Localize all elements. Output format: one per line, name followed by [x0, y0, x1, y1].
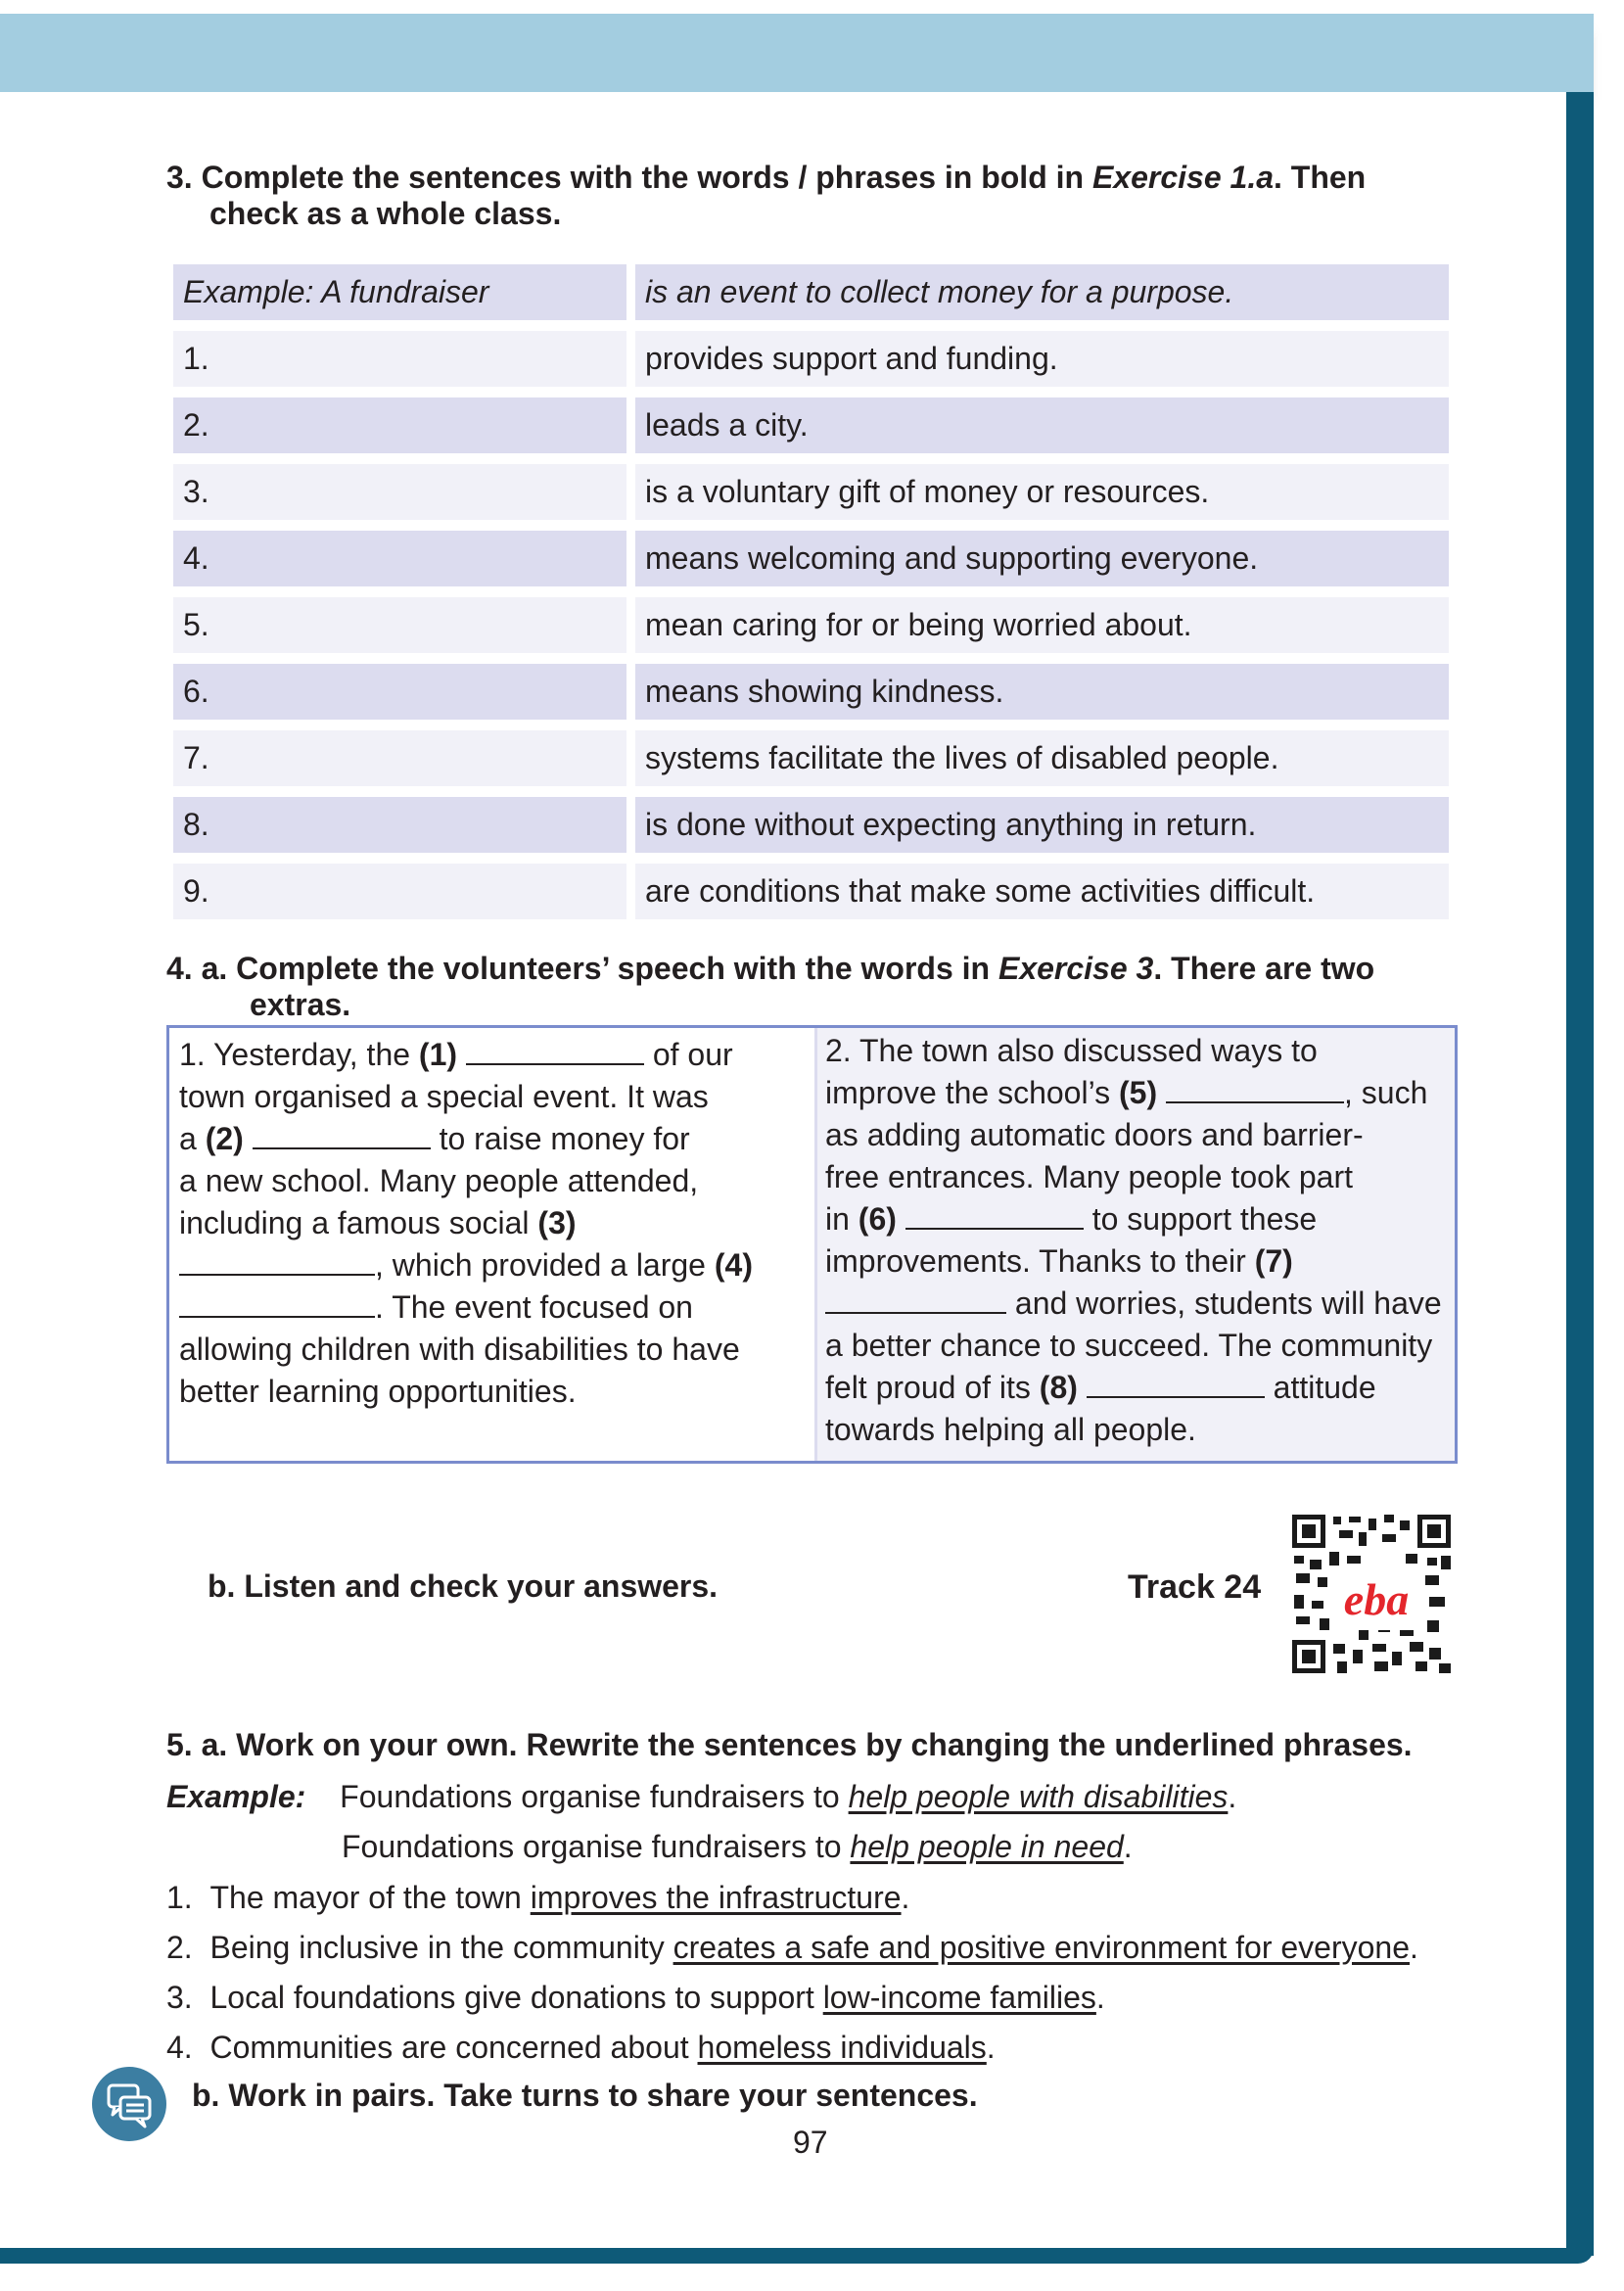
- underlined-phrase: low-income families: [822, 1980, 1096, 2015]
- table-cell-predicate: is a voluntary gift of money or resources.: [635, 464, 1449, 520]
- heading-text: . There are two: [1153, 951, 1375, 986]
- speech-text: a: [179, 1121, 206, 1156]
- gap-blank[interactable]: [905, 1201, 1084, 1230]
- heading-text-line2: extras.: [250, 987, 351, 1022]
- heading-text-line2: check as a whole class.: [209, 196, 562, 231]
- table-cell-predicate: leads a city.: [635, 397, 1449, 453]
- table-row: [173, 397, 1449, 453]
- table-cell-subject[interactable]: 2.: [173, 397, 626, 453]
- table-row: [173, 464, 1449, 520]
- gap-blank[interactable]: [1087, 1370, 1265, 1398]
- underlined-phrase: homeless individuals: [697, 2030, 987, 2065]
- speech-text: , such: [1344, 1075, 1428, 1110]
- speech-text: including a famous social: [179, 1205, 538, 1240]
- table-cell-subject[interactable]: 5.: [173, 597, 626, 653]
- table-cell-subject[interactable]: 8.: [173, 797, 626, 853]
- underlined-phrase: help people in need: [850, 1829, 1124, 1864]
- table-row: [173, 264, 1449, 320]
- gap-number: (2): [205, 1121, 244, 1156]
- speech-text: town organised a special event. It was: [179, 1079, 709, 1114]
- sentence-text: Foundations organise fundraisers to: [340, 1779, 849, 1814]
- gap-blank[interactable]: [253, 1121, 431, 1149]
- sentence-text: The mayor of the town: [209, 1880, 531, 1915]
- page-number: 97: [793, 2125, 828, 2160]
- exercise-5a-heading: [166, 1727, 1413, 1763]
- table-cell-predicate: is an event to collect money for a purpose.: [635, 264, 1449, 320]
- example-sentence-2: [342, 1827, 1133, 1866]
- exercise-3-table: [173, 264, 1449, 930]
- table-cell-subject: Example: A fundraiser: [173, 264, 626, 320]
- table-row: [173, 597, 1449, 653]
- heading-ref: Exercise 3: [998, 951, 1154, 986]
- rewrite-item: [166, 1978, 1105, 2017]
- heading-ref: Exercise 1.a: [1091, 160, 1274, 195]
- table-row: [173, 864, 1449, 919]
- rewrite-item: [166, 2028, 996, 2067]
- speech-text-box: [166, 1025, 1458, 1464]
- exercise-3-heading: [166, 160, 1366, 232]
- speech-text: 1. Yesterday, the: [179, 1037, 419, 1072]
- speech-text: and worries, students will have: [1006, 1286, 1442, 1321]
- item-number: 2.: [166, 1930, 193, 1965]
- sub-label: a.: [201, 951, 228, 986]
- table-cell-predicate: is done without expecting anything in return.: [635, 797, 1449, 853]
- speech-paragraph-1: [169, 1028, 814, 1461]
- table-row: [173, 331, 1449, 387]
- gap-number: (4): [714, 1247, 753, 1283]
- sub-label: a.: [201, 1727, 228, 1762]
- rewrite-item: [166, 1878, 909, 1917]
- speech-text: improvements. Thanks to their: [825, 1243, 1255, 1279]
- gap-blank[interactable]: [179, 1247, 375, 1276]
- table-cell-subject[interactable]: 4.: [173, 531, 626, 586]
- table-cell-subject[interactable]: 1.: [173, 331, 626, 387]
- item-number: 3.: [166, 1980, 193, 2015]
- table-cell-subject[interactable]: 6.: [173, 664, 626, 720]
- sentence-text: Being inclusive in the community: [209, 1930, 673, 1965]
- gap-blank[interactable]: [466, 1037, 644, 1065]
- speech-text: a new school. Many people attended,: [179, 1163, 699, 1198]
- table-cell-predicate: provides support and funding.: [635, 331, 1449, 387]
- gap-blank[interactable]: [825, 1286, 1006, 1314]
- underlined-phrase: creates a safe and positive environment for everyone: [673, 1930, 1410, 1965]
- sentence-text: Local foundations give donations to support: [209, 1980, 823, 2015]
- speech-paragraph-2: [814, 1028, 1455, 1461]
- top-header-band: [0, 14, 1594, 92]
- heading-text: Complete the volunteers’ speech with the words in: [236, 951, 998, 986]
- heading-text: Work on your own. Rewrite the sentences by changing the underlined phrases.: [236, 1727, 1413, 1762]
- page-frame-right: [1566, 92, 1594, 2256]
- table-cell-predicate: mean caring for or being worried about.: [635, 597, 1449, 653]
- speech-text: as adding automatic doors and barrier-: [825, 1117, 1364, 1152]
- speech-text: attitude: [1264, 1370, 1376, 1405]
- heading-text: Complete the sentences with the words / phrases in bold in: [201, 160, 1092, 195]
- speech-text: allowing children with disabilities to have: [179, 1332, 740, 1367]
- qr-code[interactable]: [1290, 1513, 1453, 1675]
- rewrite-item: [166, 1928, 1418, 1967]
- gap-number: (8): [1039, 1370, 1078, 1405]
- table-cell-subject[interactable]: 3.: [173, 464, 626, 520]
- qr-logo-text: eba: [1343, 1574, 1410, 1624]
- exercise-4a-heading: [166, 951, 1374, 1023]
- table-cell-predicate: systems facilitate the lives of disabled people.: [635, 730, 1449, 786]
- speech-text: better learning opportunities.: [179, 1374, 577, 1409]
- heading-text: Listen and check your answers.: [244, 1568, 719, 1604]
- speech-text: of our: [643, 1037, 733, 1072]
- table-cell-predicate: are conditions that make some activities difficult.: [635, 864, 1449, 919]
- underlined-phrase: improves the infrastructure: [530, 1880, 902, 1915]
- pair-work-chat-icon: [91, 2066, 167, 2142]
- table-cell-predicate: means showing kindness.: [635, 664, 1449, 720]
- table-cell-subject[interactable]: 7.: [173, 730, 626, 786]
- item-number: 4.: [166, 2030, 193, 2065]
- gap-number: (7): [1254, 1243, 1293, 1279]
- gap-number: (1): [418, 1037, 458, 1072]
- speech-text: . The event focused on: [375, 1289, 693, 1325]
- gap-number: (6): [858, 1201, 897, 1237]
- gap-number: (5): [1119, 1075, 1158, 1110]
- gap-blank[interactable]: [1166, 1075, 1344, 1103]
- speech-text: to support these: [1083, 1201, 1318, 1237]
- example-sentence-1: [166, 1777, 1236, 1816]
- sub-label: b.: [208, 1568, 236, 1604]
- speech-text: in: [825, 1201, 858, 1237]
- sentence-text: .: [986, 2030, 996, 2065]
- sub-label: b.: [192, 2078, 220, 2113]
- exercise-5b-heading: [192, 2078, 978, 2114]
- speech-text: felt proud of its: [825, 1370, 1040, 1405]
- table-row: [173, 730, 1449, 786]
- sentence-text: .: [1410, 1930, 1418, 1965]
- exercise-number: 5.: [166, 1727, 193, 1762]
- table-row: [173, 797, 1449, 853]
- table-row: [173, 664, 1449, 720]
- sentence-text: Communities are concerned about: [209, 2030, 698, 2065]
- table-cell-subject[interactable]: 9.: [173, 864, 626, 919]
- table-cell-predicate: means welcoming and supporting everyone.: [635, 531, 1449, 586]
- page-frame-bottom: [0, 2248, 1594, 2264]
- speech-text: free entrances. Many people took part: [825, 1159, 1353, 1194]
- heading-text: Work in pairs. Take turns to share your sentences.: [228, 2078, 978, 2113]
- table-row: [173, 531, 1449, 586]
- speech-text: , which provided a large: [375, 1247, 715, 1283]
- exercise-4b-heading: [208, 1568, 718, 1605]
- example-label: Example:: [166, 1779, 306, 1814]
- exercise-number: 3.: [166, 160, 193, 195]
- sentence-text: .: [1123, 1829, 1133, 1864]
- sentence-text: .: [901, 1880, 910, 1915]
- speech-text: 2. The town also discussed ways to: [825, 1033, 1318, 1068]
- speech-text: to raise money for: [430, 1121, 690, 1156]
- sentence-text: Foundations organise fundraisers to: [342, 1829, 851, 1864]
- gap-number: (3): [537, 1205, 577, 1240]
- exercise-number: 4.: [166, 951, 193, 986]
- audio-track-label: Track 24: [1128, 1568, 1262, 1606]
- underlined-phrase: help people with disabilities: [848, 1779, 1229, 1814]
- heading-text: . Then: [1274, 160, 1367, 195]
- speech-text: a better chance to succeed. The community: [825, 1328, 1433, 1363]
- speech-text: improve the school’s: [825, 1075, 1119, 1110]
- item-number: 1.: [166, 1880, 193, 1915]
- speech-text: towards helping all people.: [825, 1412, 1196, 1447]
- gap-blank[interactable]: [179, 1289, 375, 1318]
- sentence-text: .: [1095, 1980, 1105, 2015]
- sentence-text: .: [1228, 1779, 1237, 1814]
